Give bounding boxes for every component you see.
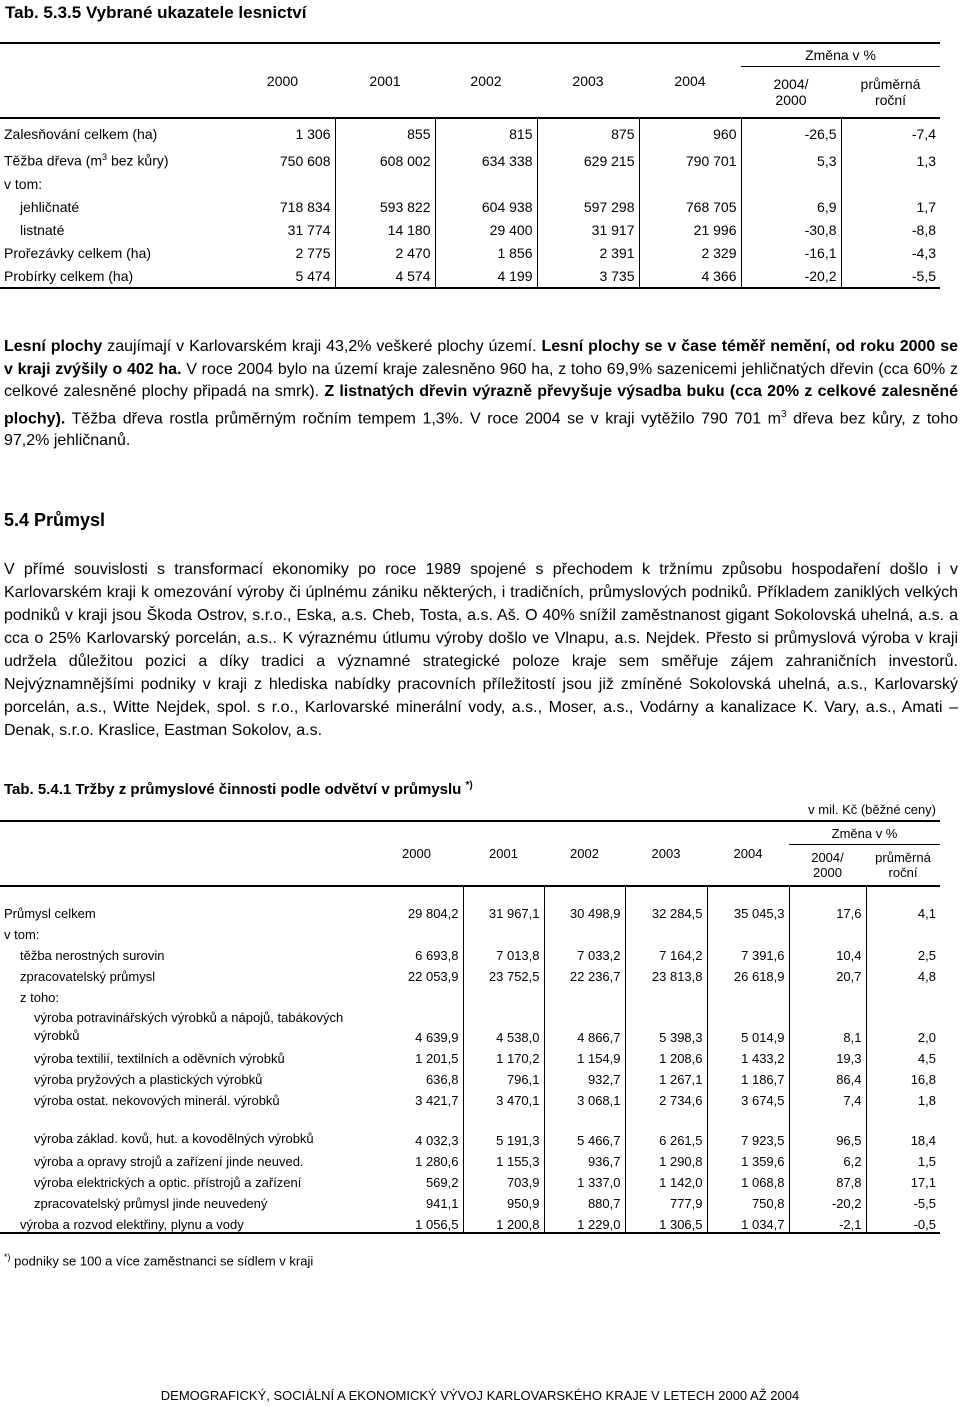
header-change-sub bbox=[866, 845, 940, 887]
table-row bbox=[0, 963, 940, 984]
table-cell bbox=[370, 984, 463, 1005]
forestry-table bbox=[0, 42, 940, 289]
table-row bbox=[0, 886, 940, 921]
header-change-line: průměrná bbox=[875, 850, 931, 865]
table-cell: 2 775 bbox=[230, 241, 335, 264]
table-cell: 1 306,5 bbox=[625, 1211, 707, 1233]
table-cell bbox=[707, 984, 789, 1005]
table-cell: 880,7 bbox=[544, 1190, 625, 1211]
table-cell: 634 338 bbox=[435, 149, 537, 172]
table-cell: 29 804,2 bbox=[370, 886, 463, 921]
table-cell: -20,2 bbox=[741, 264, 841, 288]
header-change-line: 2004/ bbox=[773, 76, 809, 92]
table-row bbox=[0, 1108, 940, 1148]
table-cell: 6 693,8 bbox=[370, 942, 463, 963]
table-cell: 3 068,1 bbox=[544, 1087, 625, 1108]
header-change-line: průměrná bbox=[860, 76, 921, 92]
header-change-line: 2000 bbox=[813, 865, 842, 880]
table-row bbox=[0, 218, 940, 241]
table-cell: 1,8 bbox=[917, 1093, 936, 1108]
table-cell: 17,6 bbox=[789, 886, 866, 921]
table-cell: 1 229,0 bbox=[544, 1211, 625, 1233]
table-cell: 5 191,3 bbox=[463, 1108, 544, 1148]
table-cell: 1 359,6 bbox=[707, 1148, 789, 1169]
table-cell: 796,1 bbox=[463, 1066, 544, 1087]
table-cell: 1 267,1 bbox=[625, 1066, 707, 1087]
table-cell: 7 013,8 bbox=[463, 942, 544, 963]
header-change-sub bbox=[841, 67, 940, 119]
row-label: Průmysl celkem bbox=[4, 906, 96, 921]
header-year: 2000 bbox=[370, 821, 463, 886]
table-cell: 1 154,9 bbox=[544, 1045, 625, 1066]
table-cell bbox=[639, 172, 741, 195]
table-cell: 22 236,7 bbox=[544, 963, 625, 984]
table-row bbox=[0, 1169, 940, 1190]
header-year: 2004 bbox=[639, 43, 741, 118]
table-row bbox=[0, 1066, 940, 1087]
table-cell: 3 674,5 bbox=[707, 1087, 789, 1108]
table-cell: 87,8 bbox=[789, 1169, 866, 1190]
table-cell: -5,5 bbox=[841, 264, 940, 288]
table-cell: 593 822 bbox=[335, 195, 435, 218]
row-label: těžba nerostných surovin bbox=[20, 948, 165, 963]
row-label-sup: 3 bbox=[102, 152, 108, 163]
table-cell: 750,8 bbox=[707, 1190, 789, 1211]
table-cell: 4,1 bbox=[917, 906, 936, 921]
table-cell: -20,2 bbox=[789, 1190, 866, 1211]
table-cell: 4 199 bbox=[435, 264, 537, 288]
table-cell bbox=[866, 984, 940, 1005]
row-label: v tom: bbox=[4, 927, 40, 942]
table-cell: 2 734,6 bbox=[625, 1087, 707, 1108]
table-cell: 790 701 bbox=[639, 149, 741, 172]
row-label: výroba pryžových a plastických výrobků bbox=[34, 1072, 263, 1087]
table-cell: 5 466,7 bbox=[544, 1108, 625, 1148]
table-cell bbox=[625, 984, 707, 1005]
header-year: 2003 bbox=[537, 43, 639, 118]
table-cell bbox=[537, 172, 639, 195]
table-cell: 1 208,6 bbox=[625, 1045, 707, 1066]
row-label: výroba a opravy strojů a zařízení jinde neuved. bbox=[34, 1154, 304, 1169]
industry-paragraph: V přímé souvislosti s transformací ekonomiky po roce 1989 spojené s přechodem k tržnímu způsobu hospodaření došlo i v Karlovarském kraji k omezování výroby či úplnému zániku některých, i tradičních, průmyslových podniků. Příkladem zaniklých velkých podniků v kraji jsou Škoda Ostrov, s.r.o., Eska, a.s. Cheb, Tosta, a.s. Aš. O 40% snížil zaměstnanost gigant Sokolovská uhelná, a.s. a cca o 25% Karlovarský porcelán, a.s.. K výraznému útlumu výroby došlo ve Vlnapu, a.s. Nejdek. Přesto si průmyslová výroba v kraji udržela důležitou pozici a díky tradici a významné strategické poloze kraje sem směřuje zájem zahraničních investorů. Nejvýznamnějšími podniky v kraji z hlediska nabídky pracovních příležitostí jsou již zmíněné Sokolovská uhelná, a.s., Karlovarský porcelán, a.s., Witte Nejdek, spol. s r.o., Karlovarské minerální vody, a.s., Moser, a.s., Vodárny a kanalizace K. Vary, a.s., Amati – Denak, s.r.o. Kraslice, Eastman Sokolov, a.s. bbox=[4, 561, 958, 739]
header-row bbox=[0, 43, 940, 67]
table-cell: 875 bbox=[537, 118, 639, 149]
table-cell: 1,5 bbox=[917, 1154, 936, 1169]
table-cell: 569,2 bbox=[370, 1169, 463, 1190]
footnote: *) podniky se 100 a více zaměstnanci se sídlem v kraji bbox=[4, 1252, 314, 1269]
table-cell: 1 170,2 bbox=[463, 1045, 544, 1066]
table-cell: 1 337,0 bbox=[544, 1169, 625, 1190]
table-cell: 21 996 bbox=[639, 218, 741, 241]
table-cell: 4 574 bbox=[335, 264, 435, 288]
table-cell: 1 200,8 bbox=[463, 1211, 544, 1233]
header-year: 2001 bbox=[463, 821, 544, 886]
table-cell: 2 470 bbox=[335, 241, 435, 264]
header-row bbox=[0, 821, 940, 845]
table-cell: 1 306 bbox=[230, 118, 335, 149]
table-cell: 2,5 bbox=[917, 948, 936, 963]
table-cell: 7 164,2 bbox=[625, 942, 707, 963]
table-cell bbox=[789, 984, 866, 1005]
table-cell: 86,4 bbox=[789, 1066, 866, 1087]
table-cell: 31 967,1 bbox=[463, 886, 544, 921]
table-cell: 932,7 bbox=[544, 1066, 625, 1087]
table-cell: 96,5 bbox=[789, 1108, 866, 1148]
table-cell: -0,5 bbox=[866, 1211, 940, 1233]
row-label-text: bez kůry) bbox=[107, 152, 169, 169]
section-title: 5.4 Průmysl bbox=[4, 510, 106, 530]
table-cell: 1 201,5 bbox=[370, 1045, 463, 1066]
table-row bbox=[0, 1005, 940, 1045]
header-year: 2003 bbox=[625, 821, 707, 886]
row-label: výroba textilií, textilních a oděvních výrobků bbox=[34, 1051, 285, 1066]
table-cell: -16,1 bbox=[741, 241, 841, 264]
table-row bbox=[0, 1211, 940, 1233]
table-cell: -2,1 bbox=[789, 1211, 866, 1233]
table-cell: 7 391,6 bbox=[707, 942, 789, 963]
table-cell: 1 186,7 bbox=[707, 1066, 789, 1087]
table-cell: 718 834 bbox=[230, 195, 335, 218]
header-year: 2002 bbox=[435, 43, 537, 118]
row-label: zpracovatelský průmysl jinde neuvedený bbox=[34, 1196, 268, 1211]
table-cell: 604 938 bbox=[435, 195, 537, 218]
header-change-sub bbox=[741, 67, 841, 119]
table2-title: Tab. 5.4.1 Tržby z průmyslové činnosti podle odvětví v průmyslu *) bbox=[4, 780, 473, 798]
table-row bbox=[0, 1148, 940, 1169]
table-cell bbox=[335, 172, 435, 195]
table-cell: 1 856 bbox=[435, 241, 537, 264]
table-cell: 6,9 bbox=[741, 195, 841, 218]
row-label: výroba a rozvod elektřiny, plynu a vody bbox=[0, 1211, 370, 1233]
header-year: 2001 bbox=[335, 43, 435, 118]
table-cell: 19,3 bbox=[789, 1045, 866, 1066]
table-cell: -5,5 bbox=[913, 1196, 936, 1211]
forestry-paragraph: Lesní plochy zaujímají v Karlovarském kraji 43,2% veškeré plochy území. Lesní plochy se v čase téměř nemění, od roku 2000 se v kraji zvýšily o 402 ha. V roce 2004 bylo na území kraje zalesněno 960 ha, z toho 69,9% sazenicemi jehličnatých dřevin (cca 60% z celkové zalesněné plochy připadá na smrk). Z listnatých dřevin výrazně převyšuje výsadba buku (cca 20% z celkové zalesněné plochy). Těžba dřeva rostla průměrným ročním tempem 1,3%. V roce 2004 se v kraji vytěžilo 790 701 $m^3$ dřeva bez kůry, z toho 97,2% jehličnanů. bbox=[4, 338, 959, 450]
table-cell: 4,8 bbox=[917, 969, 936, 984]
table1-title: Tab. 5.3.5 Vybrané ukazatele lesnictví bbox=[5, 3, 307, 22]
row-label: v tom: bbox=[4, 175, 43, 192]
header-change: Změna v % bbox=[741, 43, 940, 67]
table-cell: 23 813,8 bbox=[625, 963, 707, 984]
header-blank bbox=[0, 43, 230, 118]
table-cell: 30 498,9 bbox=[544, 886, 625, 921]
table-row bbox=[0, 942, 940, 963]
table-cell: 1 068,8 bbox=[707, 1169, 789, 1190]
table-cell: 1 056,5 bbox=[370, 1211, 463, 1233]
table-cell: 1 155,3 bbox=[463, 1148, 544, 1169]
table-cell: 26 618,9 bbox=[707, 963, 789, 984]
table-cell: 2,0 bbox=[917, 1030, 936, 1045]
table-cell: 6 261,5 bbox=[625, 1108, 707, 1148]
table-cell: 5 014,9 bbox=[707, 1005, 789, 1045]
header-change-line: 2000 bbox=[775, 92, 807, 108]
row-label: z toho: bbox=[20, 990, 60, 1005]
table-cell: 4 366 bbox=[639, 264, 741, 288]
table-cell: 2 391 bbox=[537, 241, 639, 264]
table-row bbox=[0, 241, 940, 264]
table-row bbox=[0, 118, 940, 149]
table-row bbox=[0, 984, 940, 1005]
table-cell bbox=[230, 172, 335, 195]
table-cell bbox=[463, 921, 544, 942]
row-label: výroba elektrických a optic. přístrojů a zařízení bbox=[34, 1175, 302, 1190]
table-cell bbox=[789, 921, 866, 942]
table-cell: 17,1 bbox=[910, 1175, 936, 1190]
table-cell bbox=[544, 921, 625, 942]
row-label bbox=[0, 149, 230, 172]
table-cell: -26,5 bbox=[741, 118, 841, 149]
row-label-text: Těžba dřeva (m bbox=[4, 152, 103, 169]
table-cell: 8,1 bbox=[789, 1005, 866, 1045]
table-cell: 936,7 bbox=[544, 1148, 625, 1169]
table-cell bbox=[544, 984, 625, 1005]
table-cell: 3 470,1 bbox=[463, 1087, 544, 1108]
table-cell bbox=[741, 172, 841, 195]
header-year: 2002 bbox=[544, 821, 625, 886]
table-cell: 1,3 bbox=[916, 152, 936, 169]
header-change-line: roční bbox=[888, 865, 918, 880]
row-label: Zalesňování celkem (ha) bbox=[4, 126, 158, 142]
industry-table bbox=[0, 820, 940, 1234]
table-cell: 31 774 bbox=[230, 218, 335, 241]
row-label: Probírky celkem (ha) bbox=[0, 264, 230, 288]
table-cell: 5 398,3 bbox=[625, 1005, 707, 1045]
table-cell: 29 400 bbox=[435, 218, 537, 241]
table-cell: 4 032,3 bbox=[370, 1108, 463, 1148]
header-year: 2004 bbox=[707, 821, 789, 886]
page-footer: DEMOGRAFICKÝ, SOCIÁLNÍ A EKONOMICKÝ VÝVOJ KARLOVARSKÉHO KRAJE V LETECH 2000 AŽ 2004 bbox=[160, 1388, 800, 1403]
table-cell: -30,8 bbox=[741, 218, 841, 241]
table-row bbox=[0, 264, 940, 288]
table-row bbox=[0, 921, 940, 942]
table-cell bbox=[841, 172, 940, 195]
row-label: Prořezávky celkem (ha) bbox=[4, 244, 152, 261]
table-cell: 1,7 bbox=[916, 198, 936, 215]
table-cell: 2 329 bbox=[639, 241, 741, 264]
table-cell: 5 474 bbox=[230, 264, 335, 288]
table-cell: 777,9 bbox=[625, 1190, 707, 1211]
table-cell: -8,8 bbox=[911, 221, 936, 238]
table-cell: 18,4 bbox=[910, 1133, 936, 1148]
table-cell: 608 002 bbox=[335, 149, 435, 172]
table-cell: 32 284,5 bbox=[625, 886, 707, 921]
table-cell: 855 bbox=[335, 118, 435, 149]
table-cell: 1 280,6 bbox=[370, 1148, 463, 1169]
table-cell: 14 180 bbox=[335, 218, 435, 241]
table-cell: 636,8 bbox=[370, 1066, 463, 1087]
table-cell: 3 735 bbox=[537, 264, 639, 288]
table-cell bbox=[866, 921, 940, 942]
table-cell: 1 034,7 bbox=[707, 1211, 789, 1233]
table-cell: 7,4 bbox=[789, 1087, 866, 1108]
row-label: výroba základ. kovů, hut. a kovodělných výrobků bbox=[34, 1131, 314, 1146]
table-cell: 4 866,7 bbox=[544, 1005, 625, 1045]
table-cell: 22 053,9 bbox=[370, 963, 463, 984]
header-blank bbox=[0, 821, 370, 886]
header-change-line: roční bbox=[874, 92, 907, 108]
table-cell: 23 752,5 bbox=[463, 963, 544, 984]
table-row bbox=[0, 1087, 940, 1108]
table-cell: 20,7 bbox=[789, 963, 866, 984]
row-label: výroba potravinářských výrobků a nápojů, tabákových výrobků bbox=[34, 1010, 344, 1043]
table-cell: 4 639,9 bbox=[370, 1005, 463, 1045]
table-cell: 31 917 bbox=[537, 218, 639, 241]
units-label: v mil. Kč (běžné ceny) bbox=[808, 802, 936, 817]
table-row bbox=[0, 1045, 940, 1066]
header-change-sub bbox=[789, 845, 866, 887]
table-row bbox=[0, 149, 940, 172]
table-cell: 7 033,2 bbox=[544, 942, 625, 963]
table-row bbox=[0, 1190, 940, 1211]
table-cell: 3 421,7 bbox=[370, 1087, 463, 1108]
table-cell: 950,9 bbox=[463, 1190, 544, 1211]
table-cell: 750 608 bbox=[230, 149, 335, 172]
row-label: listnaté bbox=[20, 221, 65, 238]
table-cell: 960 bbox=[639, 118, 741, 149]
table-cell: 629 215 bbox=[537, 149, 639, 172]
table-cell: 10,4 bbox=[789, 942, 866, 963]
row-label: jehličnaté bbox=[20, 198, 80, 215]
table-cell: 1 433,2 bbox=[707, 1045, 789, 1066]
table-cell: 941,1 bbox=[370, 1190, 463, 1211]
table-row bbox=[0, 195, 940, 218]
table-cell: 815 bbox=[435, 118, 537, 149]
table-cell bbox=[625, 921, 707, 942]
table-cell: 1 142,0 bbox=[625, 1169, 707, 1190]
table-cell: 703,9 bbox=[463, 1169, 544, 1190]
table-cell: 7 923,5 bbox=[707, 1108, 789, 1148]
table-cell: 1 290,8 bbox=[625, 1148, 707, 1169]
header-change-line: 2004/ bbox=[811, 850, 844, 865]
header-change: Změna v % bbox=[789, 821, 940, 845]
table-row bbox=[0, 172, 940, 195]
table-cell bbox=[370, 921, 463, 942]
header-year: 2000 bbox=[230, 43, 335, 118]
row-label: výroba ostat. nekovových minerál. výrobků bbox=[34, 1093, 280, 1108]
table-cell: 4 538,0 bbox=[463, 1005, 544, 1045]
table-cell: 35 045,3 bbox=[707, 886, 789, 921]
table-cell: -4,3 bbox=[911, 244, 936, 261]
table-cell: 16,8 bbox=[910, 1072, 936, 1087]
table-cell bbox=[463, 984, 544, 1005]
table-cell: 4,5 bbox=[917, 1051, 936, 1066]
row-label: zpracovatelský průmysl bbox=[20, 969, 156, 984]
table-cell: 6,2 bbox=[789, 1148, 866, 1169]
table-cell: 5,3 bbox=[741, 149, 841, 172]
table-cell: 597 298 bbox=[537, 195, 639, 218]
table-cell bbox=[707, 921, 789, 942]
table-cell bbox=[435, 172, 537, 195]
table-cell: -7,4 bbox=[911, 126, 936, 142]
table-cell: 768 705 bbox=[639, 195, 741, 218]
